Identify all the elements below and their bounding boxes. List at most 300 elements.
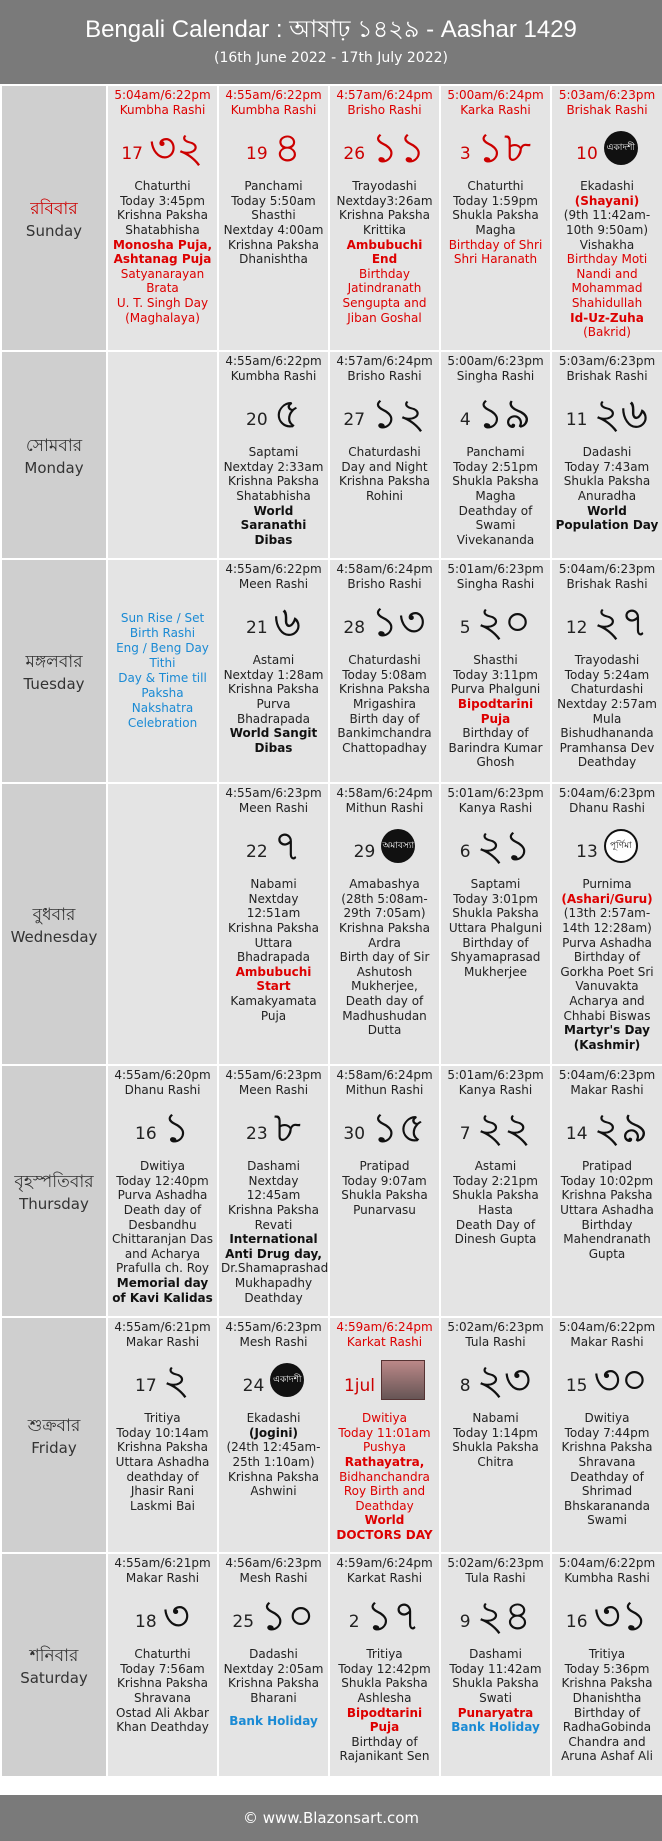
cell-detail-line: Roy Birth and (343, 1484, 426, 1499)
cell-detail-line: Nabami (472, 1411, 519, 1426)
header (0, 0, 662, 84)
cell-detail-line: Kamakyamata (230, 993, 317, 1008)
date-cell[interactable] (329, 783, 440, 1065)
cell-detail-line: (Kashmir) (573, 1037, 641, 1052)
cell-detail-line: Today 10:14am (116, 1425, 209, 1440)
date-cell[interactable] (440, 1317, 551, 1553)
date-cell[interactable] (107, 351, 218, 559)
birth-rashi: Karkat Rashi (346, 1334, 423, 1349)
cell-detail-line: Shravana (578, 1454, 636, 1469)
cell-detail-line: Astami (252, 653, 295, 668)
date-cell[interactable] (107, 783, 218, 1065)
day-name-english: Wednesday (10, 927, 98, 946)
date-cell[interactable] (329, 1553, 440, 1777)
cell-detail-line: Bipodtarini (346, 1705, 423, 1720)
cell-detail-line: Magha (475, 488, 516, 503)
cell-detail-line: Population Day (555, 518, 659, 533)
sun-times: 4:55am/6:22pm (225, 88, 322, 102)
sun-times: 5:01am/6:23pm (447, 786, 544, 800)
day-name-bengali: রবিবার (30, 198, 78, 219)
bengali-date: ৩১ (593, 1591, 649, 1641)
bengali-date: ১৫ (371, 1103, 426, 1153)
cell-detail-line: Dadashi (582, 445, 632, 460)
date-numbers (332, 1349, 437, 1411)
cell-detail-line: World (364, 1513, 405, 1528)
cell-detail-line: Amabashya (349, 877, 420, 892)
date-cell[interactable] (329, 85, 440, 351)
cell-detail-line: Birthday of (462, 935, 529, 950)
cell-detail-line: Uttara Ashadha (560, 1202, 654, 1217)
cell-detail-line: Ambubuchi End (346, 237, 423, 267)
cell-detail-line: Puja (369, 1720, 400, 1735)
cell-detail-line: Trayodashi (574, 653, 640, 668)
sun-times: 5:04am/6:23pm (558, 786, 656, 800)
date-cell[interactable] (218, 559, 329, 783)
legend-item: Tithi (149, 656, 176, 670)
cell-detail-line: Dwitiya (140, 1159, 185, 1174)
cell-detail-line: Mukhapadhy (234, 1275, 313, 1290)
cell-detail-line: Shukla Paksha (563, 474, 651, 489)
cell-detail-line: Gorkha Poet Sri (560, 964, 654, 979)
bengali-date: ১৮ (476, 123, 532, 173)
cell-detail-line: Krishna Paksha (339, 682, 430, 697)
day-label-cell (1, 1553, 107, 1777)
cell-detail-line: Bankimchandra (337, 726, 432, 741)
sun-times: 4:57am/6:24pm (336, 354, 433, 368)
bengali-date: ১১ (371, 123, 426, 173)
date-cell[interactable] (551, 85, 662, 351)
cell-detail-line: Today 7:56am (120, 1661, 205, 1676)
cell-detail-line: Vanuvakta (575, 979, 639, 994)
birth-rashi: Makar Rashi (125, 1334, 200, 1349)
cell-detail-line: Chattopadhay (342, 740, 427, 755)
birth-rashi: Dhanu Rashi (569, 800, 645, 815)
cell-detail-line: Bishudhananda (560, 726, 654, 741)
cell-detail-line: Bidhanchandra (339, 1469, 430, 1484)
cell-detail-line: Puja (260, 1008, 287, 1023)
cell-detail-line: Chaturdashi (570, 682, 644, 697)
date-cell[interactable] (218, 1065, 329, 1317)
cell-detail-line: Krishna Paksha (339, 208, 430, 223)
cell-detail-line: Krittika (363, 222, 406, 237)
birth-rashi: Kumbha Rashi (119, 102, 206, 117)
sun-times: 4:59am/6:24pm (336, 1556, 433, 1570)
tithi-badge-icon: একাদশী (270, 1363, 304, 1397)
date-cell[interactable] (551, 1065, 662, 1317)
english-date: 24 (242, 1375, 265, 1396)
bengali-date: ৩ (162, 1591, 190, 1641)
date-numbers (443, 815, 548, 877)
sun-times: 5:01am/6:23pm (447, 1068, 544, 1082)
cell-detail-line: Khan Deathday (116, 1720, 209, 1735)
date-cell[interactable] (551, 783, 662, 1065)
date-numbers (443, 117, 548, 179)
english-date: 25 (232, 1611, 255, 1632)
birth-rashi: Singha Rashi (456, 576, 535, 591)
cell-detail-line: Monosha Puja, (112, 237, 213, 252)
date-cell[interactable] (329, 351, 440, 559)
cell-detail-line: Nextday 1:28am (223, 667, 324, 682)
cell-detail-line: Pratipad (359, 1159, 410, 1174)
date-cell[interactable] (329, 559, 440, 783)
cell-detail-line: Mukherjee, (351, 979, 418, 994)
sun-times: 5:04am/6:23pm (558, 1068, 656, 1082)
cell-detail-line: Rohini (365, 488, 404, 503)
sun-times: 4:59am/6:24pm (336, 1320, 433, 1334)
birth-rashi: Tula Rashi (465, 1334, 526, 1349)
date-numbers (221, 815, 326, 877)
date-cell[interactable] (107, 1065, 218, 1317)
footer[interactable]: © www.Blazonsart.com (0, 1795, 662, 1841)
english-date: 22 (246, 841, 268, 862)
cell-detail-line: Shukla Paksha (452, 1676, 539, 1691)
date-cell[interactable] (107, 85, 218, 351)
tithi-badge-icon: একাদশী (604, 131, 638, 165)
cell-detail-line: Tritiya (366, 1647, 403, 1662)
cell-detail-line: Today 12:40pm (116, 1173, 209, 1188)
cell-detail-line: Barindra Kumar (448, 740, 543, 755)
date-cell[interactable] (107, 1553, 218, 1777)
bengali-date: ৬ (273, 597, 301, 647)
birth-rashi: Meen Rashi (238, 576, 309, 591)
date-cell[interactable] (329, 1065, 440, 1317)
cell-detail-line: Birthday (359, 266, 410, 281)
english-date: 9 (459, 1611, 471, 1632)
date-cell[interactable] (329, 1317, 440, 1553)
cell-detail-line: Pramhansa Dev (559, 740, 655, 755)
cell-detail-line: Today 2:51pm (453, 459, 538, 474)
birth-rashi: Brishak Rashi (566, 368, 648, 383)
day-label-cell (1, 1317, 107, 1553)
cell-detail-line: 14th 12:28am) (562, 920, 652, 935)
cell-detail-line: Ashwini (250, 1484, 297, 1499)
sun-times: 5:04am/6:22pm (114, 88, 211, 102)
birth-rashi: Makar Rashi (570, 1082, 644, 1097)
cell-detail-line: Chaturthi (134, 1647, 191, 1662)
date-numbers (332, 117, 437, 179)
cell-detail-line: (Maghalaya) (125, 310, 200, 325)
sun-times: 5:02am/6:23pm (447, 1556, 544, 1570)
date-numbers (332, 1097, 437, 1159)
cell-detail-line: Dibas (254, 532, 293, 547)
bengali-date: ১৭ (365, 1591, 421, 1641)
birth-rashi: Makar Rashi (570, 1334, 644, 1349)
cell-detail-line: Nandi and (576, 266, 638, 281)
date-cell[interactable] (440, 559, 551, 783)
week-row (1, 1553, 662, 1777)
cell-detail-line: Mrigashira (352, 696, 417, 711)
cell-detail-line: Brata (146, 281, 179, 296)
cell-detail-line: Shatabhisha (125, 222, 200, 237)
date-cell[interactable] (551, 1317, 662, 1553)
cell-detail-line: Uttara Phalguni (448, 920, 543, 935)
cell-detail-line: Uttara (254, 935, 293, 950)
cell-detail-line: World Saranathi (240, 503, 307, 533)
english-date: 6 (459, 841, 471, 862)
cell-detail-line: Today 11:01am (338, 1425, 431, 1440)
date-numbers (221, 1097, 326, 1159)
cell-detail-line: Death day of (345, 993, 424, 1008)
date-numbers (221, 383, 326, 445)
cell-detail-line: Ekadashi (580, 179, 634, 194)
cell-detail-line: Magha (475, 222, 516, 237)
english-date: 23 (246, 1123, 268, 1144)
cell-detail-line: Purva Phalguni (450, 682, 541, 697)
day-label-cell (1, 1065, 107, 1317)
cell-detail-line: Hasta (478, 1202, 513, 1217)
cell-detail-line: Mahendranath (563, 1232, 651, 1247)
cell-detail-line: Dr.Shamaprashad (221, 1261, 329, 1276)
sun-times: 5:04am/6:22pm (558, 1320, 656, 1334)
cell-detail-line: Birthday Moti (566, 252, 648, 267)
cell-detail-line: Prafulla ch. Roy (115, 1261, 210, 1276)
bengali-date: ২০ (476, 597, 532, 647)
date-cell[interactable] (218, 1317, 329, 1553)
cell-detail-line: Shri Haranath (453, 252, 538, 267)
cell-detail-line: Nextday 2:33am (223, 459, 324, 474)
sun-times: 4:55am/6:23pm (225, 786, 322, 800)
cell-detail-line: Anuradha (577, 488, 637, 503)
date-cell[interactable] (440, 783, 551, 1065)
birth-rashi: Brishak Rashi (566, 576, 648, 591)
date-numbers (443, 591, 548, 653)
sun-times: 5:03am/6:23pm (558, 354, 656, 368)
cell-detail-line: Pratipad (582, 1159, 632, 1174)
sun-times: 4:55am/6:21pm (114, 1320, 211, 1334)
cell-detail-line: (13th 2:57am- (563, 906, 651, 921)
legend-item: Celebration (127, 716, 198, 730)
date-cell[interactable] (107, 1317, 218, 1553)
legend-item: Eng / Beng Day (116, 641, 209, 655)
day-label-cell (1, 783, 107, 1065)
bengali-date: ২২ (476, 1103, 532, 1153)
birth-rashi: Mithun Rashi (345, 800, 424, 815)
date-numbers (332, 383, 437, 445)
cell-detail-line: Bharani (250, 1690, 297, 1705)
cell-detail-line: Today 9:07am (342, 1173, 427, 1188)
cell-detail-line: Memorial day (116, 1275, 209, 1290)
cell-detail-line: Laskmi Bai (130, 1498, 195, 1513)
cell-detail-line: Today 5:08am (342, 667, 427, 682)
cell-detail-line: Chaturdashi (348, 653, 421, 668)
cell-detail-line: World (587, 503, 627, 518)
cell-detail-line: Nextday 4:00am (223, 222, 324, 237)
cell-detail-line: Birthday (581, 1217, 633, 1232)
cell-detail-line: of Kavi Kalidas (112, 1290, 213, 1305)
cell-detail-line: Today 5:36pm (564, 1661, 650, 1676)
birth-rashi: Karkat Rashi (346, 1570, 423, 1585)
cell-detail-line: Birthday of (573, 950, 641, 965)
english-date: 20 (246, 409, 268, 430)
date-numbers (221, 117, 326, 179)
cell-detail-line: Shahidullah (571, 295, 643, 310)
birth-rashi: Brisho Rashi (347, 576, 422, 591)
cell-detail-line: Birthday of (462, 726, 529, 741)
cell-detail-line: Saptami (248, 445, 299, 460)
english-date: 1jul (343, 1375, 376, 1396)
date-cell[interactable] (218, 1553, 329, 1777)
cell-detail-line: Nextday 2:05am (223, 1661, 324, 1676)
cell-detail-line: (28th 5:08am- (341, 891, 428, 906)
sun-times: 4:55am/6:23pm (225, 1320, 322, 1334)
legend-item: Day & Time till (118, 671, 207, 685)
cell-detail-line: Krishna Paksha (228, 920, 319, 935)
cell-detail-line: Purnima (582, 877, 632, 892)
date-numbers (332, 1585, 437, 1647)
cell-detail-line: (Bakrid) (583, 325, 631, 340)
week-row (1, 351, 662, 559)
english-date: 14 (565, 1123, 588, 1144)
cell-detail-line: Gupta (588, 1246, 626, 1261)
cell-detail-line: 10th 9:50am) (565, 222, 649, 237)
cell-detail-line: Uttara Ashadha (115, 1454, 210, 1469)
english-date: 11 (565, 409, 588, 430)
cell-detail-line: Shyamaprasad (450, 950, 541, 965)
date-cell[interactable] (551, 1553, 662, 1777)
english-date: 19 (246, 143, 268, 164)
bengali-date: ২৯ (593, 1103, 649, 1153)
cell-detail-line: Dwitiya (584, 1411, 630, 1426)
date-cell[interactable] (440, 1553, 551, 1777)
cell-detail-line: Bank Holiday (451, 1720, 540, 1735)
week-row (1, 559, 662, 783)
date-numbers (221, 591, 326, 653)
date-numbers (332, 591, 437, 653)
cell-detail-line: Dhanishtha (572, 1690, 642, 1705)
cell-detail-line: (Shayani) (574, 193, 640, 208)
cell-detail-line: Puja (480, 711, 511, 726)
cell-detail-line: RadhaGobinda (562, 1720, 652, 1735)
cell-detail-line: Trayodashi (352, 179, 417, 194)
date-cell[interactable] (551, 559, 662, 783)
date-numbers (554, 591, 660, 653)
cell-detail-line: Deathday of (458, 503, 533, 518)
cell-detail-line: Today 10:02pm (560, 1173, 654, 1188)
cell-detail-line: Panchami (244, 179, 303, 194)
cell-detail-line: Punarvasu (353, 1202, 416, 1217)
sun-times: 5:03am/6:23pm (558, 88, 656, 102)
sun-times: 4:56am/6:23pm (225, 1556, 322, 1570)
cell-detail-line: Aruna Ashaf Ali (561, 1749, 653, 1764)
cell-detail-line: Start (256, 979, 291, 994)
cell-detail-line: Martyr's Day (564, 1023, 650, 1038)
birth-rashi: Brisho Rashi (347, 102, 422, 117)
date-cell[interactable] (440, 1065, 551, 1317)
english-date: 17 (135, 1375, 157, 1396)
birth-rashi: Makar Rashi (125, 1570, 200, 1585)
cell-detail-line: Shukla Paksha (341, 1188, 428, 1203)
cell-detail-line: Mula (592, 711, 622, 726)
cell-detail-line: Satyanarayan (120, 266, 205, 281)
legend-item: Paksha (141, 686, 184, 700)
cell-detail-line: and Acharya (124, 1246, 201, 1261)
cell-detail-line: Birth day of Sir (339, 950, 430, 965)
sun-times: 4:57am/6:24pm (336, 88, 433, 102)
date-numbers (554, 117, 660, 179)
birth-rashi: Dhanu Rashi (124, 1082, 201, 1097)
bengali-date: ২৩ (476, 1355, 532, 1405)
birth-rashi: Brishak Rashi (566, 102, 648, 117)
sun-times: 4:58am/6:24pm (336, 1068, 433, 1082)
cell-detail-line: Krishna Paksha (339, 474, 430, 489)
day-name-english: Saturday (20, 1668, 88, 1687)
date-cell[interactable] (218, 351, 329, 559)
day-name-bengali: সোমবার (25, 435, 83, 456)
birth-rashi: Mesh Rashi (239, 1570, 308, 1585)
date-numbers (554, 383, 660, 445)
cell-detail-line: Madhushudan (342, 1008, 427, 1023)
cell-detail-line: Today 3:01pm (453, 891, 538, 906)
bengali-date: ১ (162, 1103, 190, 1153)
cell-detail-line: deathday of (126, 1469, 199, 1484)
cell-detail-line: Desbandhu (128, 1217, 197, 1232)
cell-detail-line: Swati (479, 1690, 512, 1705)
cell-detail-line: Rathayatra, (344, 1454, 425, 1469)
english-date: 16 (135, 1123, 157, 1144)
birth-rashi: Kanya Rashi (458, 1082, 533, 1097)
legend-item: Birth Rashi (129, 626, 196, 640)
cell-detail-line: Dinesh Gupta (454, 1232, 537, 1247)
week-row (1, 783, 662, 1065)
date-cell[interactable] (218, 783, 329, 1065)
date-numbers (554, 1585, 660, 1647)
cell-detail-line: Chittaranjan Das (112, 1232, 213, 1247)
cell-detail-line: Today 2:21pm (453, 1173, 538, 1188)
cell-detail-line: Dadashi (249, 1647, 298, 1662)
date-cell[interactable] (218, 85, 329, 351)
date-cell[interactable] (440, 85, 551, 351)
date-cell[interactable] (551, 351, 662, 559)
cell-detail-line: Birthday of (573, 1705, 641, 1720)
day-name-bengali: শুক্রবার (27, 1415, 81, 1436)
cell-detail-line: Mukherjee (464, 964, 527, 979)
date-numbers (332, 815, 437, 877)
week-row (1, 85, 662, 351)
cell-detail-line: Shukla Paksha (341, 1676, 428, 1691)
english-date: 7 (459, 1123, 471, 1144)
cell-detail-line: Krishna Paksha (228, 1676, 319, 1691)
english-date: 16 (565, 1611, 588, 1632)
english-date: 10 (576, 143, 598, 164)
english-date: 8 (459, 1375, 471, 1396)
cell-detail-line: Today 12:42pm (338, 1661, 431, 1676)
date-numbers (110, 1585, 215, 1647)
english-date: 21 (246, 617, 268, 638)
cell-detail-line: Panchami (466, 445, 525, 460)
cell-detail-line: Shasthi (473, 653, 518, 668)
cell-detail-line: Day and Night (341, 459, 428, 474)
cell-detail-line: Deathday (577, 755, 637, 770)
date-numbers (554, 815, 660, 877)
cell-detail-line: Dhanishtha (239, 252, 308, 267)
cell-detail-line: Pushya (363, 1440, 406, 1455)
day-name-bengali: মঙ্গলবার (25, 651, 83, 672)
english-date: 30 (343, 1123, 366, 1144)
cell-detail-line: Krishna Paksha (117, 208, 208, 223)
cell-detail-line: World Sangit (229, 726, 318, 741)
date-cell[interactable] (440, 351, 551, 559)
cell-detail-line: Ostad Ali Akbar (116, 1705, 209, 1720)
cell-detail-line: Nextday 12:51am (246, 891, 301, 921)
date-numbers (110, 1097, 215, 1159)
cell-detail-line: Swami (475, 518, 516, 533)
sun-times: 5:04am/6:23pm (558, 562, 656, 576)
cell-detail-line: Krishna Paksha (117, 1676, 208, 1691)
english-date: 12 (565, 617, 588, 638)
cell-detail-line: Krishna Paksha (117, 1440, 208, 1455)
bengali-date: ১০ (260, 1591, 315, 1641)
cell-detail-line: Chaturdashi (348, 445, 421, 460)
